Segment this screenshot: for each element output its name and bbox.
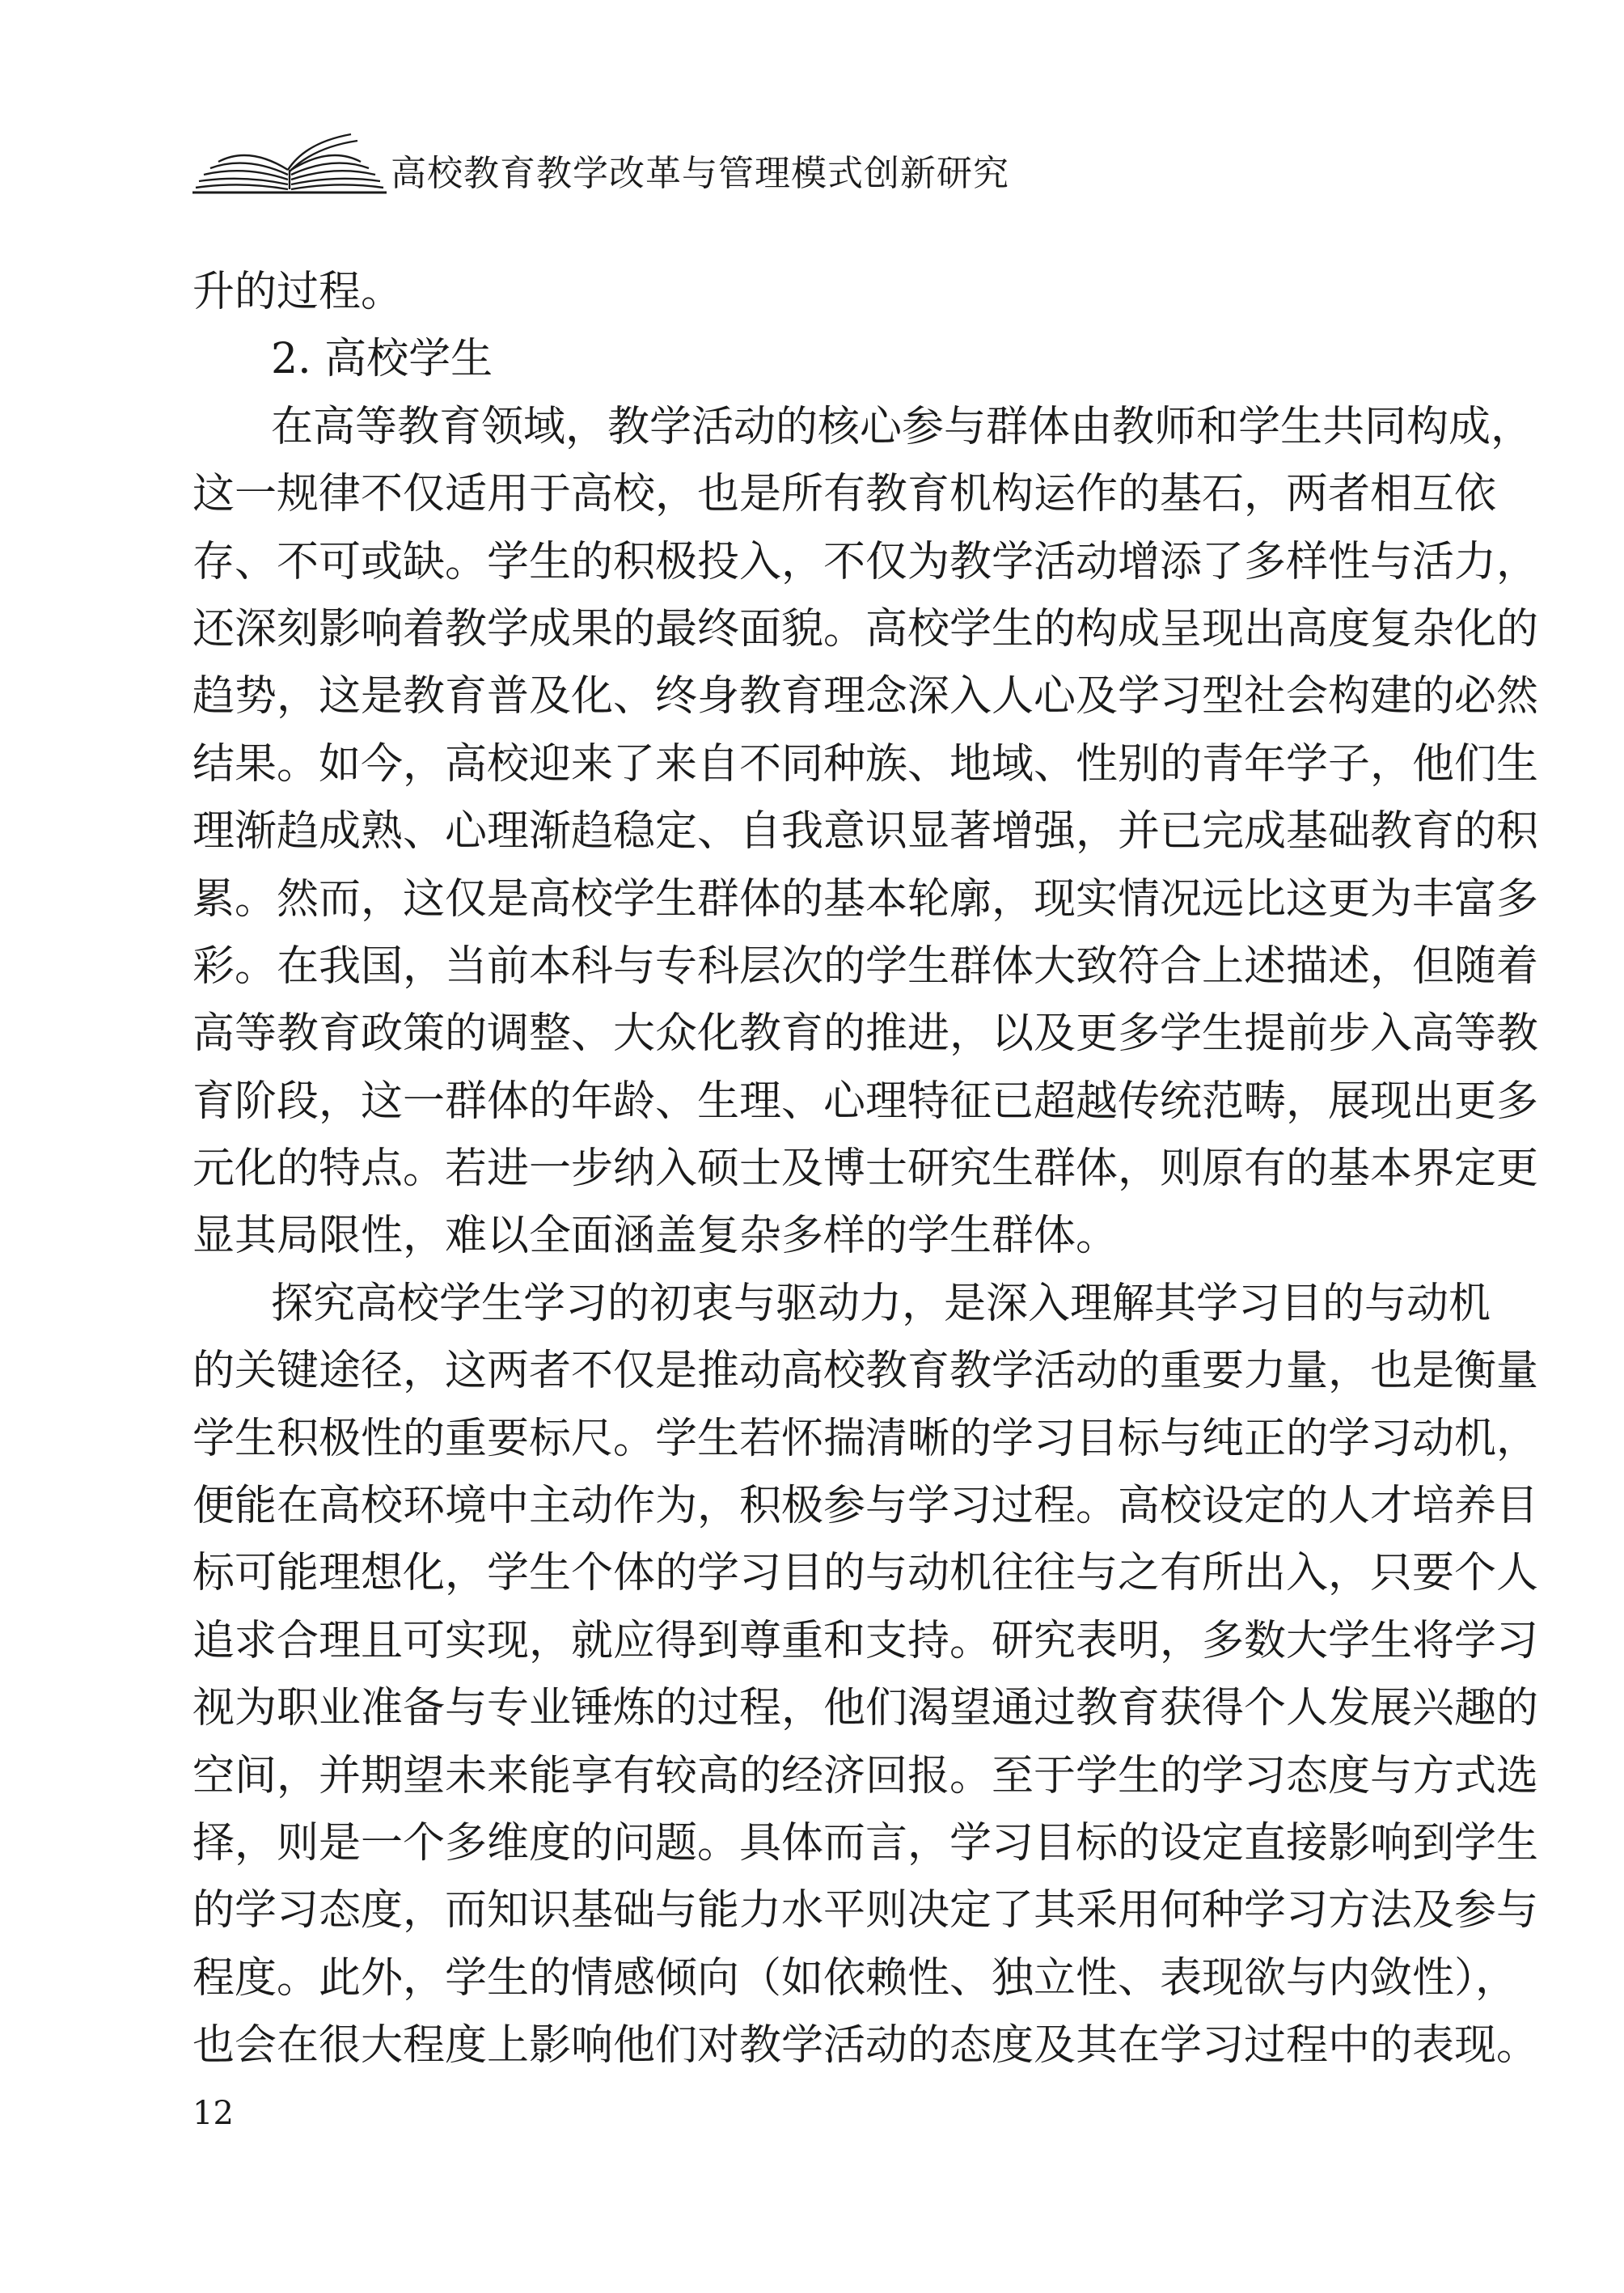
text-line: 的学习态度，而知识基础与能力水平则决定了其采用何种学习方法及参与 xyxy=(192,1886,1539,1936)
body-text xyxy=(192,259,1539,2080)
text-line: 升的过程。 xyxy=(192,268,404,316)
text-line: 存、不可或缺。学生的积极投入，不仅为教学活动增添了多样性与活力， xyxy=(192,537,1539,586)
open-book-icon xyxy=(192,129,387,194)
section-heading: 2. 高校学生 xyxy=(271,335,493,384)
text-line: 探究高校学生学习的初衷与驱动力，是深入理解其学习目的与动机 xyxy=(271,1279,1491,1328)
text-line: 的关键途径，这两者不仅是推动高校教育教学活动的重要力量，也是衡量 xyxy=(192,1347,1539,1396)
text-line: 空间，并期望未来能享有较高的经济回报。至于学生的学习态度与方式选 xyxy=(192,1751,1539,1800)
text-line: 择，则是一个多维度的问题。具体而言，学习目标的设定直接影响到学生 xyxy=(192,1818,1539,1868)
text-line: 便能在高校环境中主动作为，积极参与学习过程。高校设定的人才培养目 xyxy=(192,1482,1539,1531)
text-line: 视为职业准备与专业锤炼的过程，他们渴望通过教育获得个人发展兴趣的 xyxy=(192,1684,1539,1733)
text-line: 也会在很大程度上影响他们对教学活动的态度及其在学习过程中的表现。 xyxy=(192,2021,1539,2071)
text-line: 结果。如今，高校迎来了来自不同种族、地域、性别的青年学子，他们生 xyxy=(192,739,1539,789)
text-line: 元化的特点。若进一步纳入硕士及博士研究生群体，则原有的基本界定更 xyxy=(192,1144,1539,1194)
text-line: 育阶段，这一群体的年龄、生理、心理特征已超越传统范畴，展现出更多 xyxy=(192,1077,1539,1126)
text-line: 在高等教育领域，教学活动的核心参与群体由教师和学生共同构成， xyxy=(271,402,1533,451)
text-line: 理渐趋成熟、心理渐趋稳定、自我意识显著增强，并已完成基础教育的积 xyxy=(192,807,1539,857)
text-line: 趋势，这是教育普及化、终身教育理念深入人心及学习型社会构建的必然 xyxy=(192,672,1539,721)
text-line: 学生积极性的重要标尺。学生若怀揣清晰的学习目标与纯正的学习动机， xyxy=(192,1414,1539,1463)
running-header xyxy=(192,129,1487,202)
text-line: 标可能理想化，学生个体的学习目的与动机往往与之有所出入，只要个人 xyxy=(192,1549,1539,1598)
text-line: 显其局限性，难以全面涵盖复杂多样的学生群体。 xyxy=(192,1212,1119,1261)
text-line: 追求合理且可实现，就应得到尊重和支持。研究表明，多数大学生将学习 xyxy=(192,1616,1539,1665)
text-line: 还深刻影响着教学成果的最终面貌。高校学生的构成呈现出高度复杂化的 xyxy=(192,604,1539,654)
text-line: 高等教育政策的调整、大众化教育的推进，以及更多学生提前步入高等教 xyxy=(192,1009,1539,1059)
page-number: 12 xyxy=(192,2095,234,2132)
running-title: 高校教育教学改革与管理模式创新研究 xyxy=(391,153,1009,194)
text-line: 这一规律不仅适用于高校，也是所有教育机构运作的基石，两者相互依 xyxy=(192,470,1497,519)
text-line: 累。然而，这仅是高校学生群体的基本轮廓，现实情况远比这更为丰富多 xyxy=(192,874,1539,924)
text-line: 程度。此外，学生的情感倾向（如依赖性、独立性、表现欲与内敛性）， xyxy=(192,1953,1518,2003)
text-line: 彩。在我国，当前本科与专科层次的学生群体大致符合上述描述，但随着 xyxy=(192,941,1539,991)
